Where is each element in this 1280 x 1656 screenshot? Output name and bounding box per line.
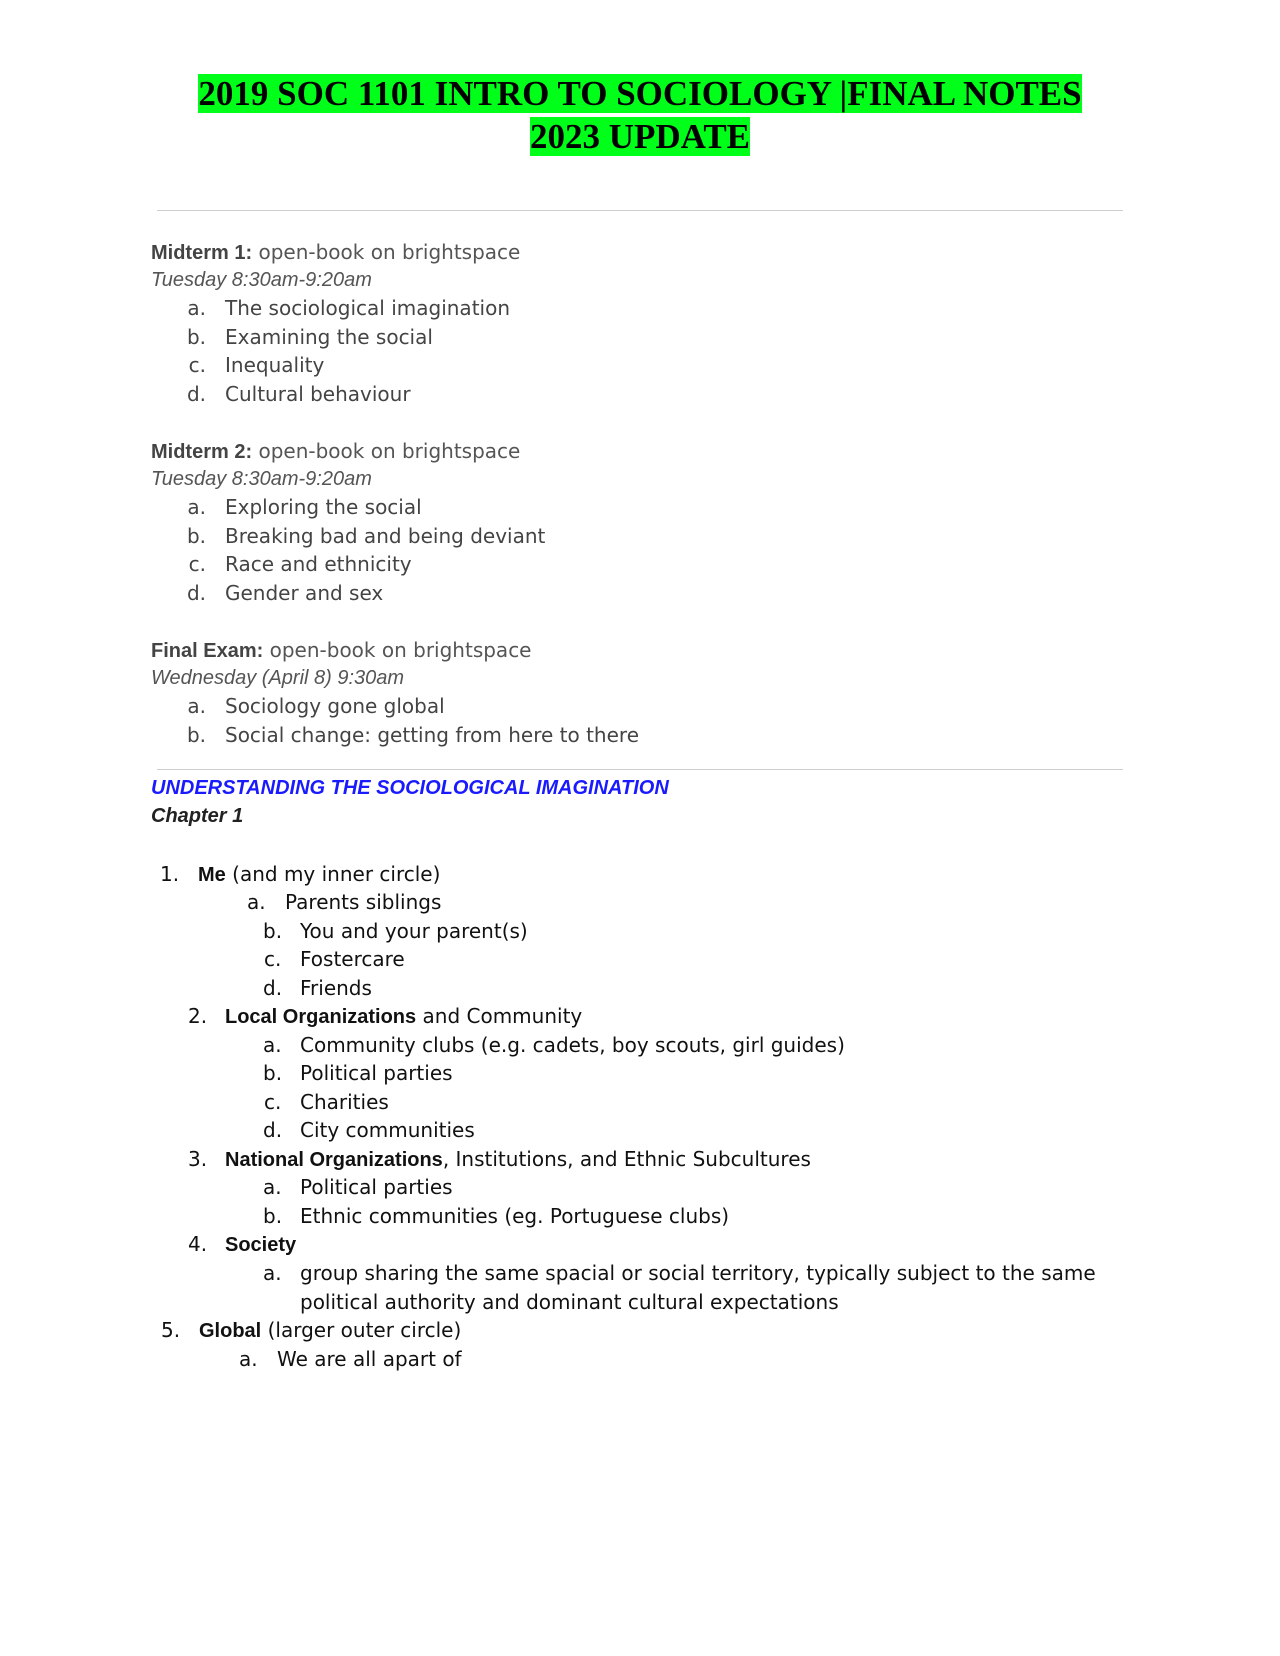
outline-item-marker: 4. bbox=[188, 1232, 208, 1256]
outline-subitem-marker: c. bbox=[264, 1090, 282, 1114]
outline-subitem: Ethnic communities (eg. Portuguese clubs) bbox=[300, 1204, 730, 1228]
outline-subitem: Charities bbox=[300, 1090, 389, 1114]
exam-description: open-book on brightspace bbox=[252, 240, 521, 264]
exam-description: open-book on brightspace bbox=[263, 638, 532, 662]
outline-subitem-marker: a. bbox=[263, 1175, 282, 1199]
outline-subitem-marker: a. bbox=[263, 1033, 282, 1057]
exam-label: Final Exam: bbox=[151, 640, 264, 662]
outline-subitem: We are all apart of bbox=[277, 1347, 462, 1371]
exam-topic: d. Gender and sex bbox=[186, 580, 384, 605]
exam-time: Wednesday (April 8) 9:30am bbox=[151, 667, 405, 689]
exam-time: Tuesday 8:30am-9:20am bbox=[151, 468, 372, 490]
document-title bbox=[0, 72, 1280, 158]
outline-item-marker: 5. bbox=[161, 1318, 181, 1342]
outline-subitem-society-definition: group sharing the same spacial or social territory, typically subject to the same political authority and dominant cultural expectations bbox=[300, 1261, 1096, 1314]
outline-subitem-marker: a. bbox=[247, 890, 266, 914]
outline-item-local-organizations: Local Organizations and Community bbox=[225, 1004, 583, 1028]
exam-label: Midterm 2: bbox=[151, 441, 253, 463]
title-line-2: 2023 UPDATE bbox=[529, 117, 751, 156]
outline-subitem-marker: b. bbox=[263, 1204, 283, 1228]
outline-subitem-marker: a. bbox=[263, 1261, 282, 1285]
exam-topic: c. Race and ethnicity bbox=[188, 552, 412, 576]
outline-subitem-marker: d. bbox=[263, 976, 283, 1000]
exam-label: Midterm 1: bbox=[151, 242, 253, 264]
outline-subitem: Political parties bbox=[300, 1061, 453, 1085]
section-title: UNDERSTANDING THE SOCIOLOGICAL IMAGINATION bbox=[151, 777, 669, 799]
outline-subitem: Parents siblings bbox=[285, 890, 442, 914]
exam-final bbox=[151, 636, 1151, 749]
outline-subitem-marker: d. bbox=[263, 1118, 283, 1142]
title-line-1: 2019 SOC 1101 INTRO TO SOCIOLOGY |FINAL NOTES bbox=[198, 74, 1082, 113]
outline-item-me: 1. bbox=[160, 862, 180, 886]
exam-header bbox=[151, 636, 1151, 664]
divider-top bbox=[157, 210, 1123, 211]
exam-topic: b. Social change: getting from here to there bbox=[186, 722, 639, 747]
exam-topic: a. Exploring the social bbox=[187, 495, 422, 519]
outline-item-marker: 2. bbox=[188, 1004, 208, 1028]
exam-midterm-1 bbox=[151, 238, 1151, 408]
outline-subitem: Community clubs (e.g. cadets, boy scouts, girl guides) bbox=[300, 1033, 845, 1057]
outline-subitem-marker: a. bbox=[239, 1347, 258, 1371]
outline-subitem: City communities bbox=[300, 1118, 475, 1142]
outline-subitem: You and your parent(s) bbox=[300, 919, 528, 943]
exam-topic: b. Breaking bad and being deviant bbox=[186, 523, 546, 548]
outline-subitem-marker: c. bbox=[264, 947, 282, 971]
outline-subitem: Friends bbox=[300, 976, 372, 1000]
divider-section bbox=[157, 769, 1123, 770]
outline-item-me-text: Me (and my inner circle) bbox=[198, 862, 441, 886]
outline-item-national-organizations: National Organizations, Institutions, and Ethnic Subcultures bbox=[225, 1147, 811, 1171]
section-header bbox=[151, 774, 1151, 830]
exam-description: open-book on brightspace bbox=[252, 439, 521, 463]
chapter-label: Chapter 1 bbox=[151, 805, 244, 827]
exam-topic: a. Sociology gone global bbox=[187, 694, 445, 718]
exam-topic: c. Inequality bbox=[188, 353, 325, 377]
exam-topic: b. Examining the social bbox=[186, 324, 433, 349]
exam-midterm-2 bbox=[151, 437, 1151, 607]
outline-subitem: Fostercare bbox=[300, 947, 405, 971]
exam-topic: a. The sociological imagination bbox=[187, 296, 510, 320]
outline-item-society: Society bbox=[225, 1234, 297, 1256]
outline-subitem: Political parties bbox=[300, 1175, 453, 1199]
exam-topic: d. Cultural behaviour bbox=[186, 381, 411, 406]
outline-item-global: Global (larger outer circle) bbox=[199, 1318, 462, 1342]
exam-header bbox=[151, 437, 1151, 465]
outline-subitem-marker: b. bbox=[263, 1061, 283, 1085]
outline-item-marker: 3. bbox=[188, 1147, 208, 1171]
exam-header bbox=[151, 238, 1151, 266]
exam-time: Tuesday 8:30am-9:20am bbox=[151, 269, 372, 291]
outline-subitem-marker: b. bbox=[263, 919, 283, 943]
